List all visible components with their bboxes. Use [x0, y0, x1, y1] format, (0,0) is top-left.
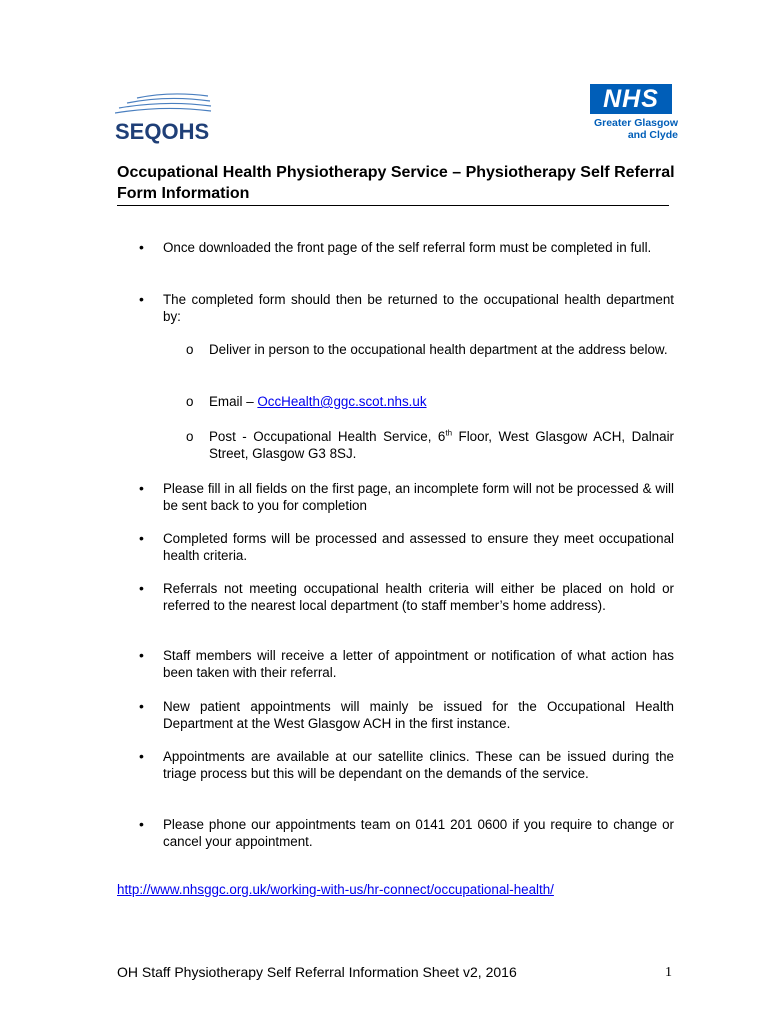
page-footer: OH Staff Physiotherapy Self Referral Information Sheet v2, 2016 [117, 964, 517, 980]
sub-bullet-icon: o [186, 342, 194, 357]
bullet-item: • The completed form should then be returned to the occupational health department by: [139, 291, 674, 324]
sub-bullet-icon: o [186, 429, 194, 444]
sub-bullet-icon: o [186, 394, 194, 409]
bullet-icon: • [139, 580, 144, 596]
nhs-mark: NHS [590, 84, 672, 114]
bullet-icon: • [139, 816, 144, 832]
bullet-icon: • [139, 698, 144, 714]
bullet-icon: • [139, 748, 144, 764]
bullet-item: • Please phone our appointments team on 0141 201 0600 if you require to change or cancel your appointment. [139, 816, 674, 849]
sub-item-email: o Email – OccHealth@ggc.scot.nhs.uk [186, 394, 427, 409]
occupational-health-url-link[interactable]: http://www.nhsggc.org.uk/working-with-us/hr-connect/occupational-health/ [117, 882, 554, 897]
nhs-logo [578, 84, 678, 146]
bullet-item: • Please fill in all fields on the first page, an incomplete form will not be processed & will be sent back to you for completion [139, 480, 674, 513]
bullet-icon: • [139, 480, 144, 496]
email-link[interactable]: OccHealth@ggc.scot.nhs.uk [257, 394, 427, 409]
document-title: Occupational Health Physiotherapy Service – Physiotherapy Self Referral Form Information [117, 164, 675, 202]
sub-item-post: o Post - Occupational Health Service, 6th Floor, West Glasgow ACH, Dalnair Street, Glasgow G3 8SJ. [186, 428, 674, 461]
bullet-item: • New patient appointments will mainly be issued for the Occupational Health Department at the West Glasgow ACH in the first instance. [139, 698, 674, 731]
page-number: 1 [665, 965, 672, 980]
title-rule [117, 205, 669, 206]
bullet-item: • Referrals not meeting occupational health criteria will either be placed on hold or referred to the nearest local department (to staff member’s home address). [139, 580, 674, 613]
bullet-item: • Appointments are available at our satellite clinics. These can be issued during the triage process but this will be dependant on the demands of the service. [139, 748, 674, 781]
bullet-icon: • [139, 530, 144, 546]
nhs-board-name: Greater Glasgow and Clyde [593, 117, 678, 141]
sub-item-deliver: o Deliver in person to the occupational health department at the address below. [186, 342, 668, 357]
bullet-icon: • [139, 239, 144, 255]
bullet-item: • Completed forms will be processed and assessed to ensure they meet occupational health criteria. [139, 530, 674, 563]
bullet-icon: • [139, 647, 144, 663]
bullet-item: • Once downloaded the front page of the self referral form must be completed in full. [139, 239, 652, 255]
bullet-item: • Staff members will receive a letter of appointment or notification of what action has been taken with their referral. [139, 647, 674, 680]
seqohs-wordmark: SEQOHS [115, 119, 210, 144]
bullet-icon: • [139, 291, 144, 307]
seqohs-logo [115, 92, 215, 148]
